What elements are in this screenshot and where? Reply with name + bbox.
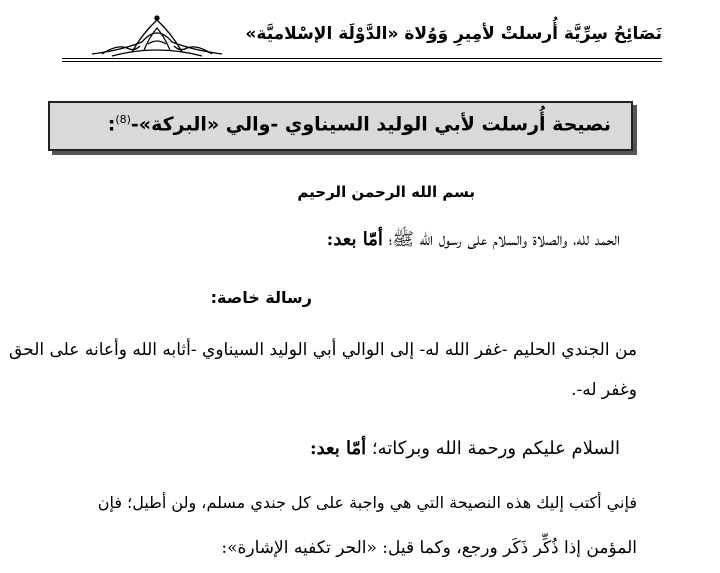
from-line-2: وغفر له-. — [571, 380, 637, 400]
amma-bad-1: أمّا بعد: — [326, 229, 383, 250]
paragraph-line-1: فإني أكتب إليك هذه النصيحة التي هي واجبة على كل جندي مسلم، ولن أطيل؛ فإن — [97, 493, 637, 512]
ornament-icon — [82, 14, 232, 60]
header-rule-secondary — [62, 61, 662, 62]
special-message-heading: رسالة خاصة: — [210, 288, 312, 307]
amma-bad-2: أمّا بعد: — [309, 438, 367, 459]
from-line-1: من الجندي الحليم -غفر الله له- إلى الوالي أبي الوليد السيناوي -أثابه الله وأعانه على الحق — [9, 340, 637, 360]
hamd-line — [327, 228, 620, 254]
hamd-text: الحمد لله، والصلاة والسلام على رسول الله ﷺ؛ — [388, 229, 620, 250]
basmala: بسم الله الرحمن الرحيم — [297, 183, 475, 201]
salam-line — [310, 438, 620, 459]
footnote-marker[interactable]: (8) — [115, 113, 131, 126]
salam-text: السلام عليكم ورحمة الله وبركاته؛ — [371, 438, 620, 459]
section-title — [108, 113, 611, 135]
running-header-title: نَصَائِحُ سِرِّيَّة أُرسلتْ لأمِيرِ وَوُلاة «الدَّوْلَة الإسْلاميَّة» — [245, 24, 662, 44]
paragraph-line-2: المؤمن إذا ذُكِّر ذَكَر ورجع، وكما قيل: «الحر تكفيه الإشارة»: — [221, 538, 637, 558]
section-title-text: نصيحة أُرسلت لأبي الوليد السيناوي -والي «البركة»- — [130, 113, 611, 136]
section-title-box — [48, 101, 633, 151]
running-header — [52, 14, 662, 62]
section-title-colon: : — [107, 113, 116, 136]
header-rule — [62, 58, 662, 59]
